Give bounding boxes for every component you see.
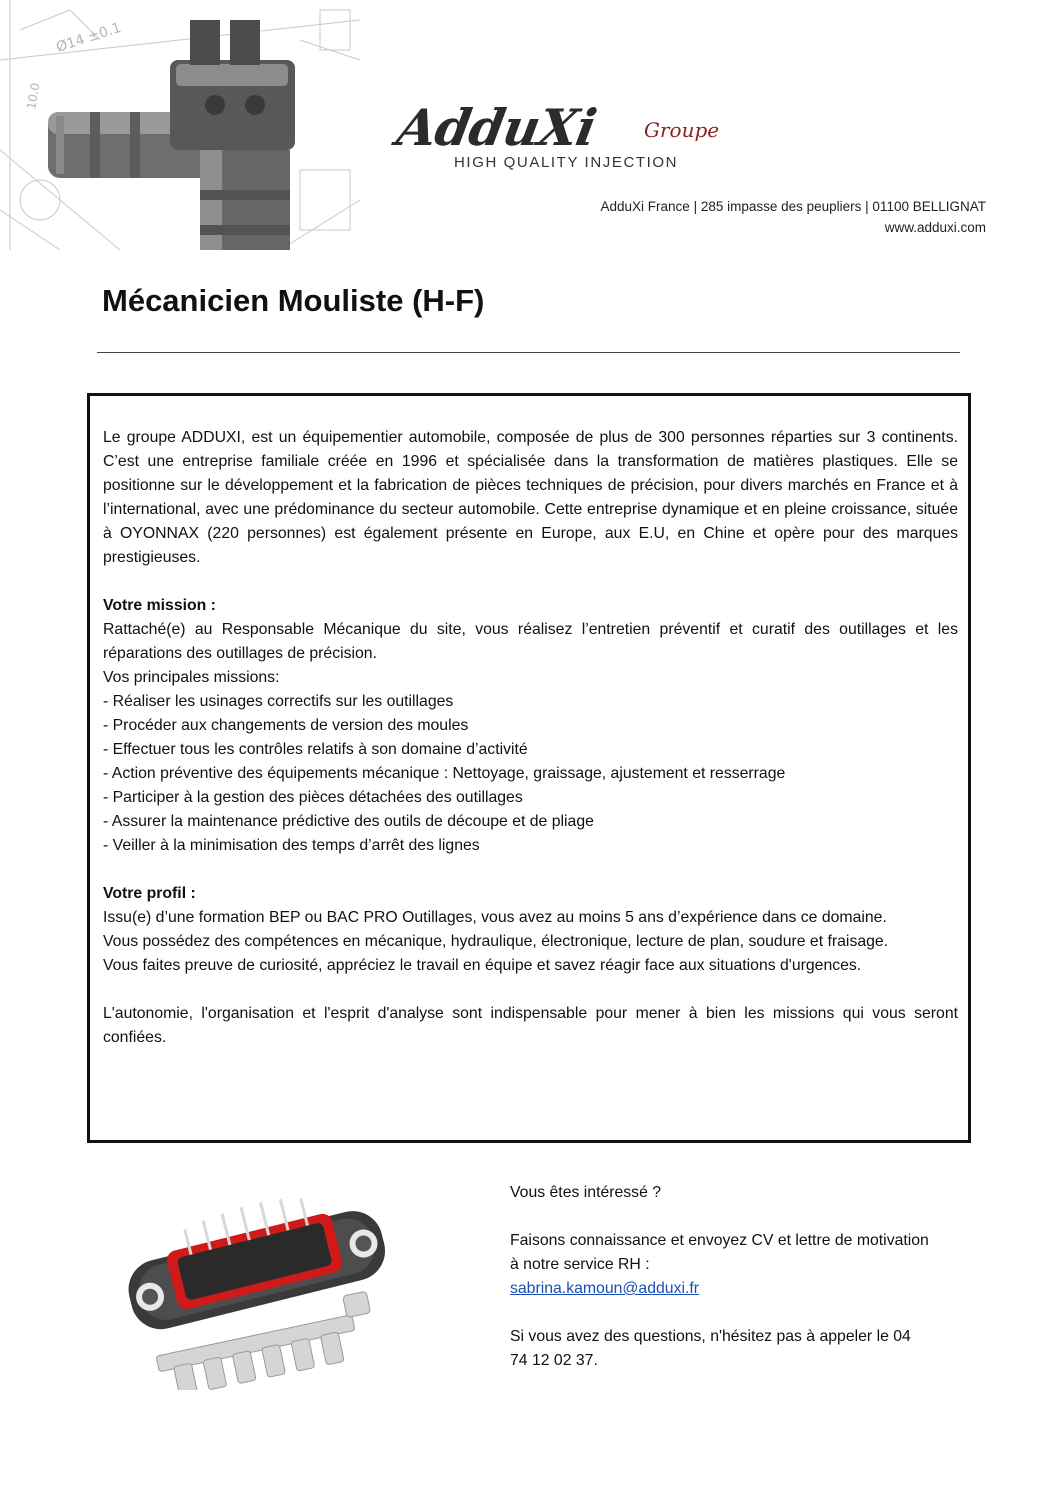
svg-text:Ø14 ±0.1: Ø14 ±0.1	[54, 19, 124, 56]
company-address: AdduXi France | 285 impasse des peupliers | 01100 BELLIGNAT	[600, 199, 986, 214]
hr-email-link[interactable]: sabrina.kamoun@adduxi.fr	[510, 1280, 700, 1297]
mission-item: - Veiller à la minimisation des temps d’arrêt des lignes	[103, 837, 480, 854]
header-part-illustration	[0, 0, 360, 250]
mission-item: - Participer à la gestion des pièces détachées des outillages	[103, 789, 523, 806]
job-description-box	[87, 393, 971, 1143]
company-logo	[392, 98, 728, 178]
mission-item: - Procéder aux changements de version des moules	[103, 717, 469, 734]
logo-wordmark: AdduXi	[392, 98, 601, 157]
connector-part-illustration	[118, 1185, 398, 1390]
profile-heading: Votre profil :	[103, 885, 196, 902]
contact-question: Vous êtes intéressé ?	[510, 1184, 662, 1201]
profile-paragraph: Vous possédez des compétences en mécanique, hydraulique, électronique, lecture de plan, soudure et fraisage.	[103, 933, 889, 950]
logo-tagline: HIGH QUALITY INJECTION	[454, 154, 679, 171]
profile-paragraph: Vous faites preuve de curiosité, appréciez le travail en équipe et savez réagir face aux situations d'urgences.	[103, 957, 862, 974]
contact-invite: Faisons connaissance et envoyez CV et lettre de motivation à notre service RH :	[510, 1232, 929, 1273]
mission-text: Rattaché(e) au Responsable Mécanique du site, vous réalisez l’entretien préventif et curatif des outillages et les réparations des outillages de précision.	[103, 621, 958, 662]
mission-heading: Votre mission :	[103, 597, 216, 614]
contact-phone-text: Si vous avez des questions, n'hésitez pas à appeler le 04 74 12 02 37.	[510, 1328, 911, 1369]
profile-paragraph: Issu(e) d’une formation BEP ou BAC PRO Outillages, vous avez au moins 5 ans d’expérience dans ce domaine.	[103, 909, 887, 926]
logo-groupe: Groupe	[644, 118, 720, 142]
svg-text:10.0: 10.0	[24, 81, 43, 111]
company-website: www.adduxi.com	[884, 220, 986, 235]
job-description-body	[103, 426, 958, 1050]
mission-list-intro: Vos principales missions:	[103, 669, 280, 686]
mission-item: - Assurer la maintenance prédictive des outils de découpe et de pliage	[103, 813, 594, 830]
closing-paragraph: L'autonomie, l'organisation et l'esprit d'analyse sont indispensable pour mener à bien les missions qui vous seront confiées.	[103, 1005, 958, 1046]
company-intro: Le groupe ADDUXI, est un équipementier automobile, composée de plus de 300 personnes réparties sur 3 continents. C’est une entreprise familiale créée en 1996 et spécialisée dans la transformation de matières plastiques. Elle se positionne sur le développement et la fabrication de pièces techniques de précision, pour divers marchés en France et à l’international, avec une prédominance du secteur automobile. Cette entreprise dynamique et en pleine croissance, située à OYONNAX (220 personnes) est également présente en Europe, aux E.U, en Chine et opère pour des marques prestigieuses.	[103, 429, 958, 566]
contact-block	[510, 1181, 930, 1373]
mission-item: - Effectuer tous les contrôles relatifs à son domaine d’activité	[103, 741, 528, 758]
title-divider	[97, 352, 960, 353]
job-title: Mécanicien Mouliste (H-F)	[102, 283, 485, 318]
mission-item: - Réaliser les usinages correctifs sur les outillages	[103, 693, 454, 710]
mission-item: - Action préventive des équipements mécanique : Nettoyage, graissage, ajustement et resserrage	[103, 765, 786, 782]
